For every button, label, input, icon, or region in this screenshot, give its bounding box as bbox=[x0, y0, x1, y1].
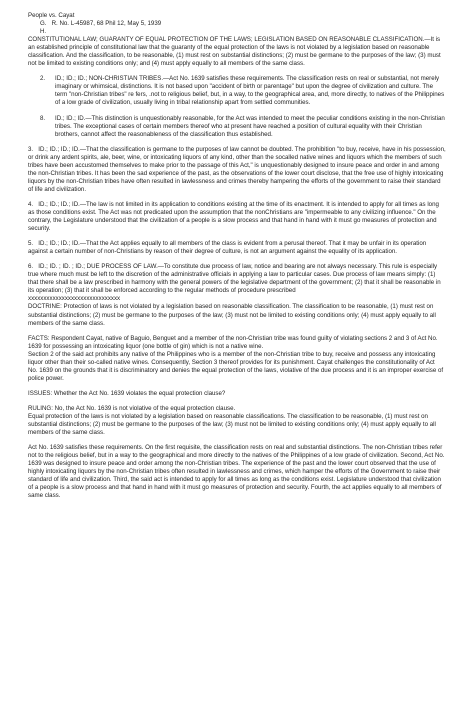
syllabus-item-2 bbox=[40, 75, 446, 107]
facts-paragraph-2: Section 2 of the said act prohibits any native of the Philippines who is a member of the non-Christian tribe to buy, receive and possess any intoxicating liquor other than their so-called native wines. Consequently, Section 3 thereof provides for its punishment. Cayat challenges the constitutionality of Act No. 1639 on the grounds that it is discriminatory and denies the equal protection of the laws, violative of the due process and it is an improper exercise of police power. bbox=[28, 350, 444, 382]
case-section-h: H. bbox=[40, 28, 47, 36]
syllabus-item-2-text: ID.; ID.; ID.; NON-CHRISTIAN TRIBES.—Act No. 1639 satisfies these requirements. The classification rests on real or substantial, not merely imaginary or whimsical, distinctions. It is not based upon "accident of birth or parentage" but upon the degree of civilization and culture. The term "non-Christian tribes" re fers, .not to religious belief, but, in a way, to the geographical area, and, more directly, to natives of the Philippines of a low grade of civilization, usually living in tribal relationship apart from settled communities. bbox=[55, 75, 445, 107]
separator-line: xxxxxxxxxxxxxxxxxxxxxxxxxxxxxx bbox=[28, 295, 121, 303]
syllabus-item-8 bbox=[40, 115, 446, 139]
case-citation: G. R. No. L-45987, 68 Phil 12, May 5, 1939 bbox=[40, 20, 162, 28]
case-title: People vs. Cayat bbox=[28, 12, 75, 19]
syllabus-paragraph-3: 3. ID.; ID.; ID.; ID.—That the classification is germane to the purposes of law cannot be doubted. The prohibition "to buy, receive, have in his possession, or drink any ardent spirits, ale, beer, wine, or intoxicating liquors of any kind, other than the socalled native wines and liquors which the members of such tribes have been accustomed themselves to make prior to the passage of this Act," is unquestionably designed to insure peace and order in and among the non-Christian tribes. It has been the sad experience of the past, as the observations of the lower court disclose, that the free use of highly intoxicating liquors by the non-Christian tribes have often resulted in lawlessness and crimes thereby hampering the efforts of the government to raise their standard of life and civilization. bbox=[28, 145, 446, 193]
syllabus-item-8-number: 8. bbox=[40, 114, 46, 122]
syllabus-paragraph-5: 5. ID.; ID.; ID.; ID.—That the Act applies equally to all members of the class is evident from a perusal thereof. That it may be unfair in its operation against a certain number of non-Christians by reason of their degree of culture, is not an argument against the equality of its application. bbox=[28, 240, 427, 256]
syllabus-paragraph-6: 6. ID.; ID. ; ID. ; ID.; DUE PROCESS OF LAW.—To constitute due process of law, notice and bearing are not always necessary. This rule is especially true where much must be left to the discretion of the administrative officials in applying a law to particular cases. Due process of law means simply: (1) that there shall be a law prescribed in harmony with the general powers of the legislative department of the government; (2) that it shall be reasonable in its operation; (3) that it shall be enforced according to the regular methods of procedure prescribed bbox=[28, 263, 441, 295]
syllabus-paragraph-1: CONSTITUTIONAL LAW; GUARANTY OF EQUAL PROTECTION OF THE LAWS; LEGISLATION BASED ON REASONABLE CLASSIFICATION.—It is an established principle of constitutional law that the guaranty of the equal protection of the laws is not violated by a legislation based on reasonable classification. And the classification, to be reasonable, (1) must rest on substantial distinctions; (2) must be germane to the purposes of the law; (3) must not be limited to existing conditions only; and (4) must apply equally to all members of the same class. bbox=[28, 36, 441, 68]
ruling-paragraph-1: Equal protection of the laws is not violated by a legislation based on reasonable classifications. The classification to be reasonable, (1) must rest on substantial distinctions; (2) must be germane to the purposes of the law; (3) must not be limited to existing conditions only; (4) must apply equally to all members of the same class. bbox=[28, 412, 436, 437]
case-digest-page bbox=[28, 12, 446, 500]
doctrine-paragraph: DOCTRINE: Protection of laws is not violated by a legislation based on reasonable classification. The classification to be reasonable, (1) must rest on substantial distinctions; (2) must be germane to the purposes of the law; (3) must not be limited to existing conditions only; (4) must apply equally to all members of the same class. bbox=[28, 303, 436, 327]
syllabus-item-8-text: ID.; ID.; ID.—This distinction is unquestionably reasonable, for the Act was intended to meet the peculiar conditions existing in the non-Christian tribes. The exceptional cases of certain members thereof who at present have reached a position of cultural equality with their Christian brothers, cannot affect the reasonableness of the classification thus established. bbox=[55, 114, 445, 138]
ruling-heading: RULING: No, the Act No. 1639 is not violative of the equal protection clause. bbox=[28, 404, 236, 412]
issues-paragraph: ISSUES: Whether the Act No. 1639 violates the equal protection clause? bbox=[28, 389, 226, 397]
syllabus-paragraph-4: 4. ID.; ID.; ID.; ID.—The law is not limited in its application to conditions existing at the time of its enactment. It is intended to apply for all times as long as those conditions exist. The Act was not predicated upon the assumption that the nonChristians are "impermeable to any civilizing influence." On the contrary, the Legislature understood that the civilization of a people is a slow process and that hand in hand with it must go measures of protection and security. bbox=[28, 200, 439, 233]
ruling-paragraph-2: Act No. 1639 satisfies these requirements. On the first requisite, the classification rests on real and substantial distinctions. The non-Christian tribes refer not to the religious belief, but in a way to the geographical and more directly to the natives of the Philippines of a low grade of civilization. Second, Act No. 1639 was designed to insure peace and order among the non-Christian tribes. The experience of the past and the lower court observed that the use of highly intoxicating liquors by the non-Christian tribes often resulted in lawlessness and crimes, which hamper the efforts of the Government to raise their standard of life and civilization. Third, the said act is intended to apply for all times as long as the conditions exist. Legislature understood that civilization of a people is a slow process and that hand in hand with it must go measures of protection and security. Fourth, the act applies equally to all members of same class. bbox=[28, 444, 445, 500]
syllabus-item-2-number: 2. bbox=[40, 75, 46, 83]
facts-paragraph-1: FACTS: Respondent Cayat, native of Baguio, Benguet and a member of the non-Christian tribe was found guilty of violating sections 2 and 3 of Act No. 1639 for possessing an intoxicating liquor (one bottle of gin) which is not a native wine. bbox=[28, 334, 438, 350]
